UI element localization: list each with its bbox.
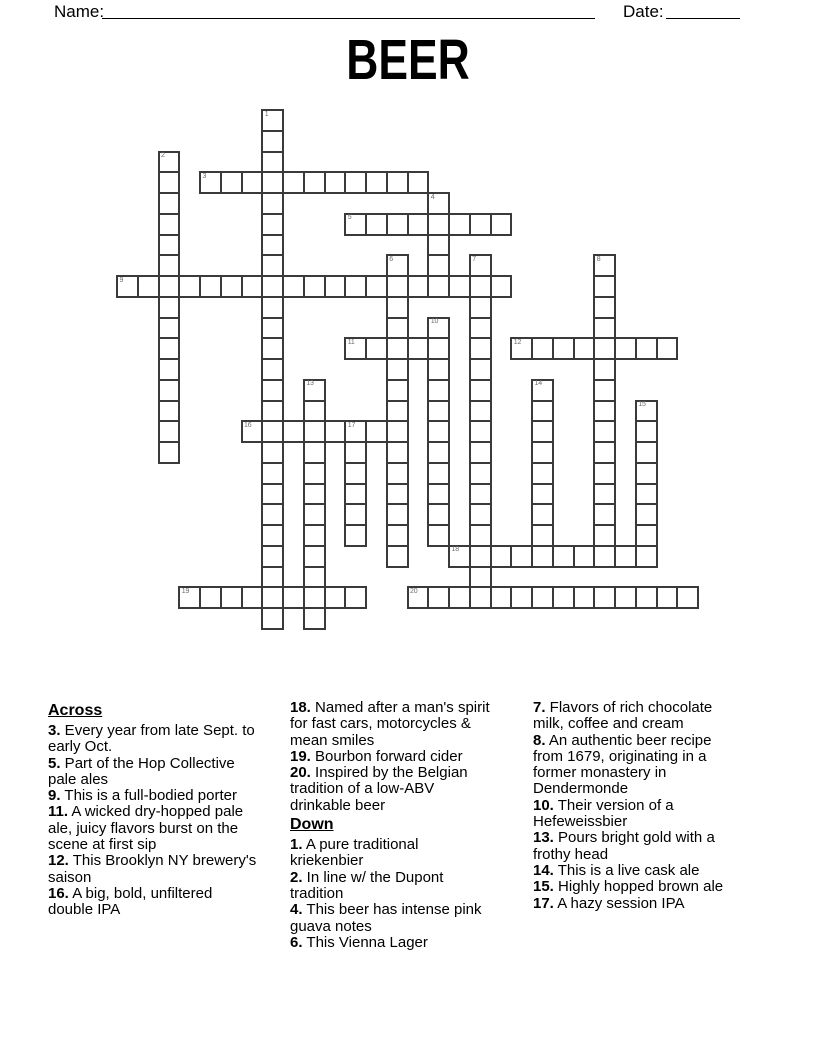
grid-cell[interactable]	[158, 151, 181, 174]
grid-cell[interactable]	[324, 275, 347, 298]
grid-cell[interactable]	[407, 171, 430, 194]
grid-cell[interactable]	[490, 545, 513, 568]
grid-cell[interactable]	[386, 545, 409, 568]
grid-cell[interactable]	[386, 337, 409, 360]
clue-8: 8. An authentic beer recipe from 1679, originating in a former monastery in Dendermonde	[533, 731, 712, 798]
grid-cell[interactable]	[178, 275, 201, 298]
grid-cell[interactable]	[158, 379, 181, 402]
grid-cell[interactable]	[531, 503, 554, 526]
grid-cell[interactable]	[656, 586, 679, 609]
clue-14: 14. This is a live cask ale	[533, 861, 700, 879]
grid-cell[interactable]	[241, 420, 264, 443]
grid-cell[interactable]	[593, 462, 616, 485]
clue-number: 8.	[533, 731, 546, 749]
grid-cell[interactable]	[469, 462, 492, 485]
grid-cell[interactable]	[469, 296, 492, 319]
cell-number: 17	[347, 421, 356, 429]
grid-cell[interactable]	[303, 503, 326, 526]
clue-18: 18. Named after a man's spirit for fast cars, motorcycles & mean smiles	[290, 699, 490, 749]
cell-number: 2	[161, 152, 165, 159]
grid-cell[interactable]	[469, 275, 492, 298]
grid-cell[interactable]	[303, 607, 326, 630]
grid-cell[interactable]	[427, 524, 450, 547]
grid-cell[interactable]	[635, 400, 658, 423]
grid-cell[interactable]	[282, 420, 305, 443]
grid-cell[interactable]	[261, 275, 284, 298]
grid-cell[interactable]	[552, 545, 575, 568]
grid-cell[interactable]	[531, 420, 554, 443]
grid-cell[interactable]	[303, 586, 326, 609]
grid-cell[interactable]	[261, 192, 284, 215]
grid-cell[interactable]	[448, 275, 471, 298]
grid-cell[interactable]	[303, 400, 326, 423]
cell-number: 19	[181, 587, 190, 595]
grid-cell[interactable]	[261, 483, 284, 506]
grid-cell[interactable]	[427, 234, 450, 257]
puzzle-title: BEER	[346, 28, 470, 92]
clue-number: 5.	[48, 754, 61, 772]
grid-cell[interactable]	[158, 337, 181, 360]
grid-cell[interactable]	[427, 275, 450, 298]
clue-number: 14.	[533, 861, 554, 879]
grid-cell[interactable]	[531, 462, 554, 485]
cell-number: 9	[119, 276, 124, 284]
cell-number: 15	[638, 401, 646, 408]
clue-9: 9. This is a full-bodied porter	[48, 787, 237, 805]
grid-cell[interactable]	[469, 337, 492, 360]
grid-cell[interactable]	[344, 503, 367, 526]
clue-19: 19. Bourbon forward cider	[290, 747, 463, 765]
grid-cell[interactable]	[386, 483, 409, 506]
grid-cell[interactable]	[469, 213, 492, 236]
grid-cell[interactable]	[427, 254, 450, 277]
grid-cell[interactable]	[365, 420, 388, 443]
grid-cell[interactable]	[386, 524, 409, 547]
grid-cell[interactable]	[635, 545, 658, 568]
grid-cell[interactable]	[261, 586, 284, 609]
grid-cell[interactable]	[635, 462, 658, 485]
grid-cell[interactable]	[593, 524, 616, 547]
grid-cell[interactable]	[178, 586, 201, 609]
clue-13: 13. Pours bright gold with a frothy head	[533, 829, 715, 863]
cell-number: 1	[264, 110, 269, 118]
grid-cell[interactable]	[261, 151, 284, 174]
grid-cell[interactable]	[531, 586, 554, 609]
cell-number: 11	[347, 338, 355, 346]
grid-cell[interactable]	[386, 503, 409, 526]
clue-5: 5. Part of the Hop Collective pale ales	[48, 754, 235, 788]
grid-cell[interactable]	[469, 254, 492, 277]
cell-number: 10	[430, 318, 439, 325]
grid-cell[interactable]	[531, 545, 554, 568]
clue-number: 11.	[48, 803, 69, 821]
grid-cell[interactable]	[490, 586, 513, 609]
grid-cell[interactable]	[241, 171, 264, 194]
grid-cell[interactable]	[614, 586, 637, 609]
grid-cell[interactable]	[116, 275, 139, 298]
grid-cell[interactable]	[531, 524, 554, 547]
grid-cell[interactable]	[303, 545, 326, 568]
grid-cell[interactable]	[593, 420, 616, 443]
grid-cell[interactable]	[593, 317, 616, 340]
grid-cell[interactable]	[427, 462, 450, 485]
grid-cell[interactable]	[593, 441, 616, 464]
cell-number: 7	[472, 255, 476, 263]
grid-cell[interactable]	[593, 296, 616, 319]
grid-cell[interactable]	[386, 171, 409, 194]
clue-number: 3.	[48, 722, 61, 739]
clue-4: 4. This beer has intense pink guava notes	[290, 901, 482, 935]
grid-cell[interactable]	[261, 317, 284, 340]
grid-cell[interactable]	[158, 317, 181, 340]
grid-cell[interactable]	[344, 275, 367, 298]
grid-cell[interactable]	[593, 503, 616, 526]
cell-number: 13	[306, 380, 314, 388]
grid-cell[interactable]	[344, 462, 367, 485]
cell-number: 20	[410, 587, 418, 595]
clue-number: 6.	[290, 933, 303, 951]
grid-cell[interactable]	[510, 337, 533, 360]
grid-cell[interactable]	[261, 379, 284, 402]
grid-cell[interactable]	[407, 337, 430, 360]
cell-number: 4	[430, 193, 435, 201]
grid-cell[interactable]	[593, 545, 616, 568]
clue-number: 16.	[48, 884, 69, 902]
grid-cell[interactable]	[635, 524, 658, 547]
clue-16: 16. A big, bold, unfiltered double IPA	[48, 884, 213, 919]
clue-number: 20.	[290, 764, 311, 782]
grid-cell[interactable]	[303, 420, 326, 443]
grid-cell[interactable]	[282, 586, 305, 609]
clue-column-3	[533, 700, 745, 951]
grid-cell[interactable]	[199, 171, 222, 194]
grid-cell[interactable]	[469, 503, 492, 526]
grid-cell[interactable]	[552, 586, 575, 609]
clue-number: 10.	[533, 796, 554, 814]
grid-cell[interactable]	[531, 400, 554, 423]
grid-cell[interactable]	[261, 171, 284, 194]
grid-cell[interactable]	[303, 171, 326, 194]
grid-cell[interactable]	[220, 171, 243, 194]
grid-cell[interactable]	[261, 130, 284, 153]
grid-cell[interactable]	[635, 441, 658, 464]
grid-cell[interactable]	[261, 254, 284, 277]
grid-cell[interactable]	[158, 296, 181, 319]
grid-cell[interactable]	[676, 586, 699, 609]
clue-number: 4.	[290, 901, 303, 919]
grid-cell[interactable]	[158, 441, 181, 464]
grid-cell[interactable]	[324, 586, 347, 609]
grid-cell[interactable]	[261, 566, 284, 589]
clue-number: 2.	[290, 868, 303, 886]
grid-cell[interactable]	[199, 586, 222, 609]
grid-cell[interactable]	[635, 483, 658, 506]
grid-cell[interactable]	[261, 503, 284, 526]
grid-cell[interactable]	[531, 379, 554, 402]
grid-cell[interactable]	[427, 192, 450, 215]
grid-cell[interactable]	[469, 586, 492, 609]
grid-cell[interactable]	[427, 400, 450, 423]
grid-cell[interactable]	[427, 441, 450, 464]
grid-cell[interactable]	[427, 358, 450, 381]
grid-cell[interactable]	[344, 524, 367, 547]
grid-cell[interactable]	[427, 483, 450, 506]
grid-cell[interactable]	[386, 441, 409, 464]
grid-cell[interactable]	[386, 420, 409, 443]
across-heading: Across	[48, 702, 103, 719]
grid-cell[interactable]	[490, 275, 513, 298]
grid-cell[interactable]	[469, 483, 492, 506]
grid-cell[interactable]	[303, 483, 326, 506]
grid-cell[interactable]	[220, 586, 243, 609]
grid-cell[interactable]	[158, 192, 181, 215]
grid-cell[interactable]	[448, 545, 471, 568]
grid-cell[interactable]	[158, 213, 181, 236]
grid-cell[interactable]	[469, 545, 492, 568]
grid-cell[interactable]	[344, 483, 367, 506]
grid-cell[interactable]	[469, 566, 492, 589]
clue-20: 20. Inspired by the Belgian tradition of a low-ABV drinkable beer	[290, 764, 468, 814]
grid-cell[interactable]	[386, 317, 409, 340]
grid-cell[interactable]	[469, 441, 492, 464]
grid-cell[interactable]	[303, 275, 326, 298]
grid-cell[interactable]	[427, 586, 450, 609]
clue-10: 10. Their version of a Hefeweissbier	[533, 796, 674, 831]
clue-15: 15. Highly hopped brown ale	[533, 878, 724, 896]
grid-cell[interactable]	[593, 254, 616, 277]
clues-section	[48, 700, 745, 951]
clue-12: 12. This Brooklyn NY brewery's saison	[48, 852, 257, 886]
grid-cell[interactable]	[282, 275, 305, 298]
grid-cell[interactable]	[552, 337, 575, 360]
grid-cell[interactable]	[573, 545, 596, 568]
clue-number: 18.	[290, 699, 311, 716]
grid-cell[interactable]	[593, 275, 616, 298]
grid-cell[interactable]	[344, 441, 367, 464]
cell-number: 14	[534, 380, 542, 388]
clue-1: 1. A pure traditional kriekenbier	[290, 836, 419, 870]
cell-number: 18	[451, 546, 459, 554]
grid-cell[interactable]	[158, 420, 181, 443]
grid-cell[interactable]	[427, 503, 450, 526]
grid-cell[interactable]	[427, 420, 450, 443]
cell-number: 12	[513, 338, 522, 346]
grid-cell[interactable]	[510, 586, 533, 609]
grid-cell[interactable]	[365, 213, 388, 236]
grid-cell[interactable]	[469, 358, 492, 381]
grid-cell[interactable]	[303, 462, 326, 485]
cell-number: 5	[347, 214, 352, 222]
grid-cell[interactable]	[469, 400, 492, 423]
date-label: Date:	[623, 2, 664, 21]
grid-cell[interactable]	[158, 234, 181, 257]
grid-cell[interactable]	[635, 420, 658, 443]
grid-cell[interactable]	[593, 337, 616, 360]
grid-cell[interactable]	[261, 109, 284, 132]
grid-cell[interactable]	[241, 586, 264, 609]
grid-cell[interactable]	[261, 420, 284, 443]
cell-number: 16	[244, 421, 252, 429]
clue-11: 11. A wicked dry-hopped pale ale, juicy flavors burst on the scene at first sip	[48, 803, 244, 854]
grid-cell[interactable]	[261, 524, 284, 547]
grid-cell[interactable]	[407, 275, 430, 298]
grid-cell[interactable]	[365, 275, 388, 298]
grid-cell[interactable]	[261, 213, 284, 236]
grid-cell[interactable]	[241, 275, 264, 298]
grid-cell[interactable]	[490, 213, 513, 236]
grid-cell[interactable]	[386, 296, 409, 319]
grid-cell[interactable]	[573, 337, 596, 360]
cell-number: 6	[389, 255, 393, 263]
grid-cell[interactable]	[593, 483, 616, 506]
grid-cell[interactable]	[344, 337, 367, 360]
clue-number: 15.	[533, 878, 554, 896]
clue-2: 2. In line w/ the Dupont tradition	[290, 868, 444, 902]
grid-cell[interactable]	[510, 545, 533, 568]
grid-cell[interactable]	[158, 275, 181, 298]
clue-column-1	[48, 700, 260, 951]
grid-cell[interactable]	[531, 441, 554, 464]
grid-cell[interactable]	[261, 607, 284, 630]
grid-cell[interactable]	[386, 254, 409, 277]
grid-cell[interactable]	[635, 337, 658, 360]
clue-6: 6. This Vienna Lager	[290, 933, 428, 951]
grid-cell[interactable]	[614, 337, 637, 360]
grid-cell[interactable]	[199, 275, 222, 298]
grid-cell[interactable]	[282, 171, 305, 194]
grid-cell[interactable]	[656, 337, 679, 360]
grid-cell[interactable]	[344, 213, 367, 236]
grid-cell[interactable]	[448, 213, 471, 236]
grid-cell[interactable]	[635, 503, 658, 526]
clue-number: 7.	[533, 699, 546, 716]
grid-cell[interactable]	[427, 213, 450, 236]
grid-cell[interactable]	[386, 213, 409, 236]
grid-cell[interactable]	[427, 317, 450, 340]
grid-cell[interactable]	[261, 545, 284, 568]
name-label: Name:	[54, 2, 105, 21]
grid-cell[interactable]	[531, 337, 554, 360]
grid-cell[interactable]	[261, 400, 284, 423]
grid-cell[interactable]	[386, 379, 409, 402]
grid-cell[interactable]	[261, 337, 284, 360]
grid-cell[interactable]	[158, 254, 181, 277]
grid-cell[interactable]	[137, 275, 160, 298]
grid-cell[interactable]	[469, 317, 492, 340]
grid-cell[interactable]	[469, 379, 492, 402]
clue-number: 12.	[48, 852, 69, 870]
grid-cell[interactable]	[261, 358, 284, 381]
grid-cell[interactable]	[386, 462, 409, 485]
grid-cell[interactable]	[303, 566, 326, 589]
cell-number: 8	[596, 255, 601, 263]
grid-cell[interactable]	[261, 234, 284, 257]
clue-number: 17.	[533, 894, 554, 912]
clue-number: 9.	[48, 787, 61, 805]
grid-cell[interactable]	[386, 400, 409, 423]
grid-cell[interactable]	[303, 379, 326, 402]
clue-number: 19.	[290, 747, 311, 765]
grid-cell[interactable]	[448, 586, 471, 609]
grid-cell[interactable]	[344, 171, 367, 194]
grid-cell[interactable]	[261, 441, 284, 464]
grid-cell[interactable]	[386, 358, 409, 381]
grid-cell[interactable]	[303, 441, 326, 464]
down-heading: Down	[290, 816, 334, 834]
grid-cell[interactable]	[220, 275, 243, 298]
grid-cell[interactable]	[614, 545, 637, 568]
grid-cell[interactable]	[573, 586, 596, 609]
clue-number: 13.	[533, 829, 554, 847]
grid-cell[interactable]	[593, 358, 616, 381]
grid-cell[interactable]	[593, 400, 616, 423]
clue-number: 1.	[290, 836, 303, 854]
grid-cell[interactable]	[386, 275, 409, 298]
grid-cell[interactable]	[158, 400, 181, 423]
clue-7: 7. Flavors of rich chocolate milk, coffee and cream	[533, 699, 713, 733]
grid-cell[interactable]	[324, 420, 347, 443]
grid-cell[interactable]	[261, 296, 284, 319]
grid-cell[interactable]	[427, 379, 450, 402]
grid-cell[interactable]	[324, 171, 347, 194]
grid-cell[interactable]	[344, 420, 367, 443]
grid-cell[interactable]	[531, 483, 554, 506]
grid-cell[interactable]	[407, 586, 430, 609]
grid-cell[interactable]	[365, 171, 388, 194]
grid-cell[interactable]	[593, 379, 616, 402]
cell-number: 3	[202, 172, 207, 180]
clue-17: 17. A hazy session IPA	[533, 894, 685, 912]
clue-3: 3. Every year from late Sept. to early Oct.	[48, 722, 255, 756]
grid-cell[interactable]	[469, 524, 492, 547]
grid-cell[interactable]	[344, 586, 367, 609]
grid-cell[interactable]	[303, 524, 326, 547]
grid-cell[interactable]	[469, 420, 492, 443]
grid-cell[interactable]	[158, 171, 181, 194]
grid-cell[interactable]	[427, 337, 450, 360]
grid-cell[interactable]	[407, 213, 430, 236]
grid-cell[interactable]	[365, 337, 388, 360]
grid-cell[interactable]	[158, 358, 181, 381]
grid-cell[interactable]	[593, 586, 616, 609]
grid-cell[interactable]	[261, 462, 284, 485]
clue-column-2	[290, 700, 493, 951]
grid-cell[interactable]	[635, 586, 658, 609]
